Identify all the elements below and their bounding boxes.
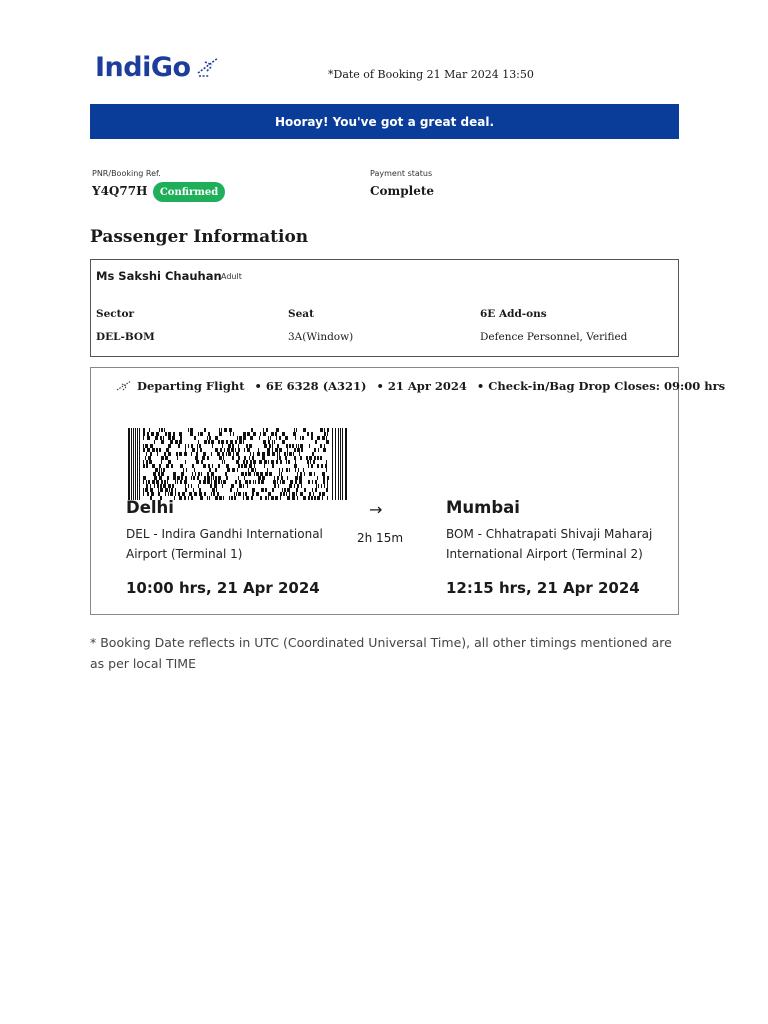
pnr-value: Y4Q77H (92, 184, 148, 198)
flight-number: 6E 6328 (A321) (265, 379, 367, 393)
payment-status-value: Complete (370, 184, 435, 198)
passenger-card (90, 259, 679, 357)
brand-name: IndiGo (95, 52, 191, 83)
origin-airport: DEL - Indira Gandhi International Airport (Terminal 1) (126, 527, 323, 561)
flight-date: 21 Apr 2024 (387, 379, 467, 393)
indigo-logo (95, 52, 221, 83)
flight-direction-label: Departing Flight (137, 379, 245, 393)
destination-city: Mumbai (446, 498, 520, 517)
seat-header: Seat (288, 308, 314, 320)
plane-logo-icon (195, 53, 221, 79)
arrival-time: 12:15 hrs, 21 Apr 2024 (446, 579, 640, 597)
status-badge: Confirmed (153, 182, 225, 202)
departure-time: 10:00 hrs, 21 Apr 2024 (126, 579, 320, 597)
seat-value: 3A(Window) (288, 331, 354, 343)
pnr-label: PNR/Booking Ref. (92, 169, 161, 178)
footnote: * Booking Date reflects in UTC (Coordinated Universal Time), all other timings mentioned are as per local TIME (90, 635, 672, 671)
destination-airport: BOM - Chhatrapati Shivaji Maharaj International Airport (Terminal 2) (446, 527, 653, 561)
origin-city: Delhi (126, 498, 174, 517)
payment-status-label: Payment status (370, 169, 433, 178)
arrow-right-icon: → (369, 500, 383, 519)
sector-header: Sector (96, 308, 135, 320)
deal-banner: Hooray! You've got a great deal. (90, 104, 679, 139)
addons-value: Defence Personnel, Verified (480, 331, 628, 343)
bullet-separator: • (476, 379, 485, 393)
bullet-separator: • (254, 379, 262, 393)
flight-card (90, 367, 726, 615)
bullet-separator: • (376, 379, 384, 393)
checkin-closing: Check-in/Bag Drop Closes: 09:00 hrs (488, 379, 726, 393)
passenger-type: Adult (221, 272, 242, 281)
plane-takeoff-icon (116, 379, 132, 393)
flight-duration: 2h 15m (357, 531, 404, 545)
boarding-barcode (128, 428, 348, 500)
section-title-passenger: Passenger Information (90, 227, 309, 247)
flight-header (116, 379, 725, 393)
passenger-name: Ms Sakshi Chauhan (96, 269, 222, 283)
addons-header: 6E Add-ons (480, 308, 547, 320)
sector-value: DEL-BOM (96, 331, 155, 343)
booking-date: *Date of Booking 21 Mar 2024 13:50 (328, 68, 534, 81)
